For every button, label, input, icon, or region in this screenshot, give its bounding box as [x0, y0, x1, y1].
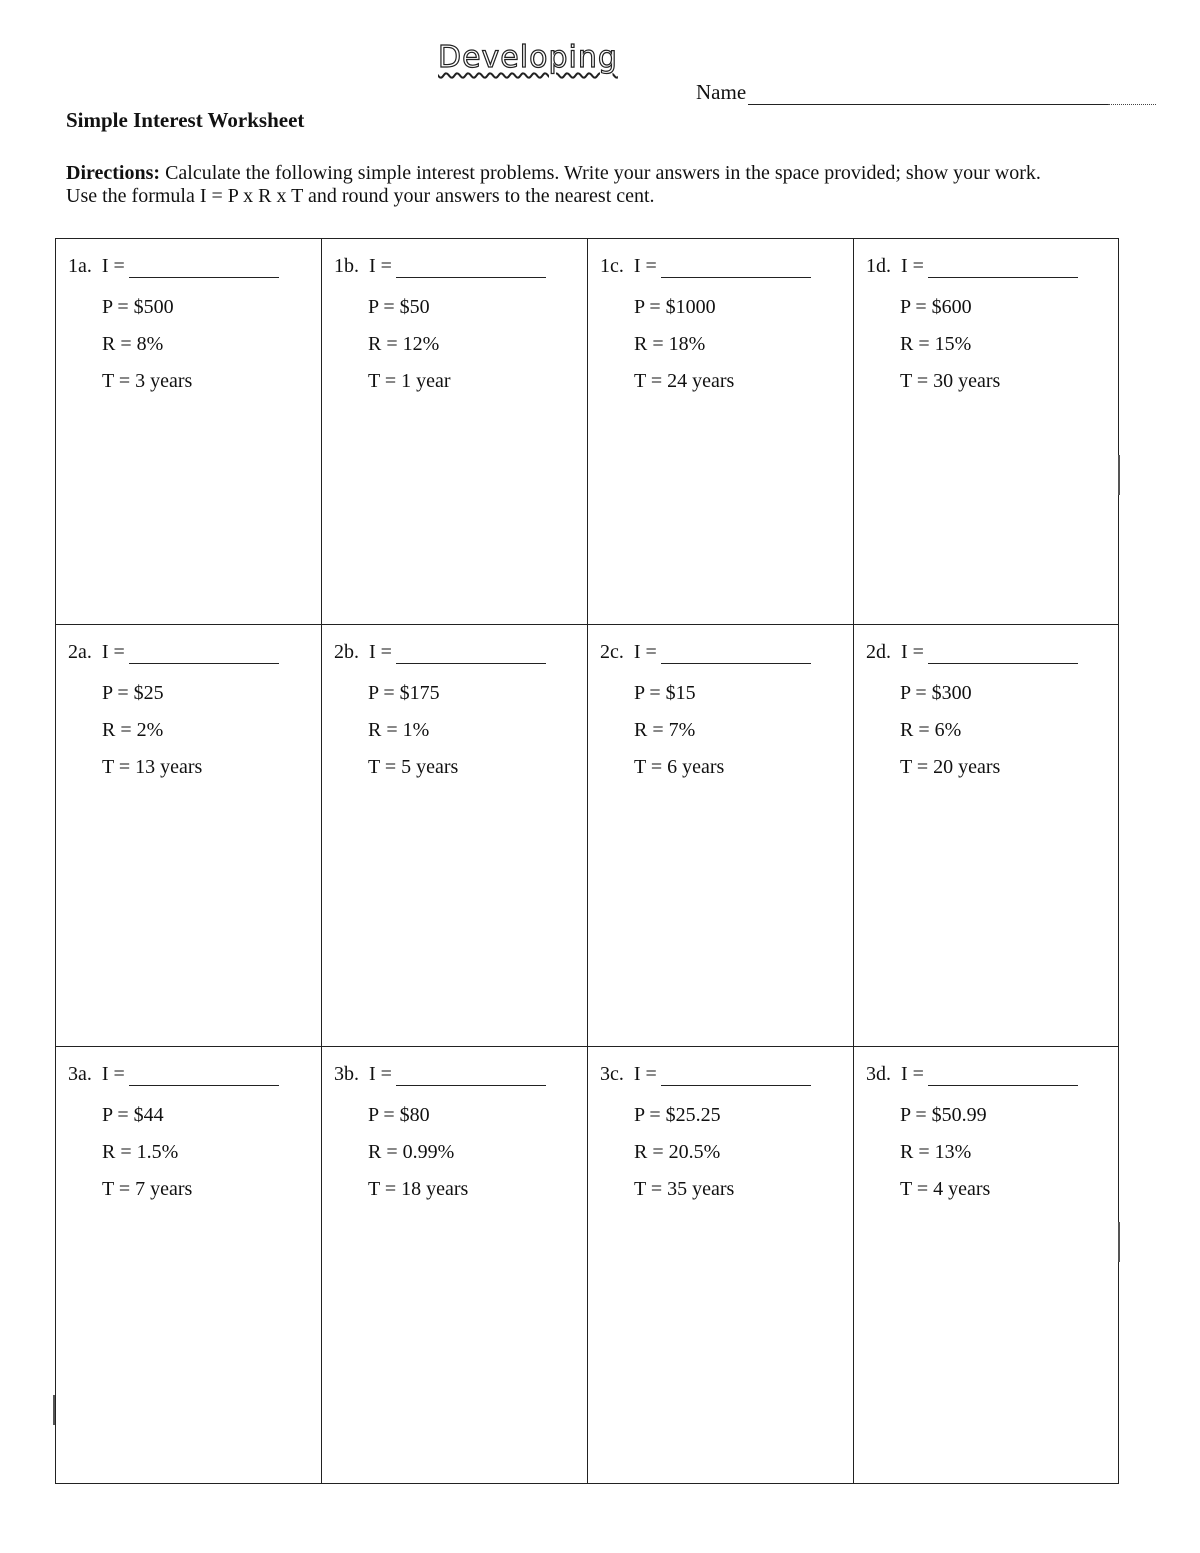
- problem-values: [634, 289, 734, 400]
- time-value: T = 20 years: [900, 756, 1001, 778]
- name-field-row: [696, 80, 1156, 105]
- interest-label: I =: [369, 641, 392, 663]
- time-value: T = 24 years: [634, 370, 735, 392]
- rate-value: R = 7%: [634, 719, 696, 741]
- rate-value: R = 1%: [368, 719, 430, 741]
- interest-label: I =: [901, 1063, 924, 1085]
- problem-header: [334, 1063, 546, 1086]
- interest-label: I =: [101, 255, 125, 277]
- principal-value: P = $25.25: [634, 1104, 721, 1126]
- problem-values: [368, 675, 458, 786]
- problem-values: [634, 1097, 734, 1208]
- principal-value: P = $300: [900, 682, 972, 704]
- time-value: T = 35 years: [634, 1178, 735, 1200]
- rate-value: R = 18%: [634, 333, 706, 355]
- problem-header: [68, 1063, 279, 1086]
- principal-value: P = $50: [368, 296, 430, 318]
- problem-grid: [55, 238, 1119, 1484]
- problem-number: 2c.: [600, 641, 624, 663]
- name-label: Name: [696, 80, 747, 104]
- directions: [66, 162, 1076, 208]
- problem-number: 3b.: [334, 1063, 359, 1085]
- answer-blank[interactable]: [129, 643, 279, 664]
- problem-values: [102, 675, 202, 786]
- principal-value: P = $600: [900, 296, 972, 318]
- principal-value: P = $50.99: [900, 1104, 987, 1126]
- problem-number: 1d.: [866, 255, 891, 277]
- principal-value: P = $500: [102, 296, 174, 318]
- principal-value: P = $15: [634, 682, 696, 704]
- problem-header: [600, 641, 811, 664]
- time-value: T = 13 years: [102, 756, 203, 778]
- problem-header: [68, 641, 279, 664]
- name-blank-line[interactable]: [748, 84, 1108, 105]
- interest-label: I =: [633, 255, 657, 277]
- level-handwritten-label: Developing: [438, 40, 618, 75]
- problem-header: [68, 255, 279, 278]
- time-value: T = 1 year: [368, 370, 451, 392]
- problem-number: 3d.: [866, 1063, 891, 1085]
- rate-value: R = 13%: [900, 1141, 972, 1163]
- interest-label: I =: [633, 641, 657, 663]
- answer-blank[interactable]: [661, 257, 811, 278]
- principal-value: P = $80: [368, 1104, 430, 1126]
- time-value: T = 30 years: [900, 370, 1001, 392]
- answer-blank[interactable]: [928, 1065, 1078, 1086]
- rate-value: R = 0.99%: [368, 1141, 455, 1163]
- problem-header: [600, 255, 811, 278]
- problem-number: 2b.: [334, 641, 359, 663]
- answer-blank[interactable]: [396, 1065, 546, 1086]
- problem-number: 3c.: [600, 1063, 624, 1085]
- problem-values: [368, 289, 451, 400]
- rate-value: R = 12%: [368, 333, 440, 355]
- scan-mark: [1118, 1222, 1120, 1262]
- rate-value: R = 1.5%: [102, 1141, 179, 1163]
- time-value: T = 5 years: [368, 756, 459, 778]
- answer-blank[interactable]: [129, 1065, 279, 1086]
- problem-cell: [588, 1047, 854, 1483]
- problem-header: [866, 255, 1078, 278]
- problem-cell: [322, 239, 588, 625]
- problem-header: [866, 1063, 1078, 1086]
- time-value: T = 6 years: [634, 756, 725, 778]
- problem-values: [900, 1097, 990, 1208]
- problem-cell: [854, 239, 1118, 625]
- answer-blank[interactable]: [661, 1065, 811, 1086]
- problem-number: 1c.: [600, 255, 624, 277]
- rate-value: R = 8%: [102, 333, 164, 355]
- problem-cell: [56, 625, 322, 1047]
- problem-cell: [56, 1047, 322, 1483]
- problem-cell: [854, 625, 1118, 1047]
- problem-number: 2d.: [866, 641, 891, 663]
- principal-value: P = $44: [102, 1104, 164, 1126]
- problem-number: 3a.: [68, 1063, 92, 1085]
- problem-cell: [854, 1047, 1118, 1483]
- answer-blank[interactable]: [396, 643, 546, 664]
- interest-label: I =: [633, 1063, 657, 1085]
- problem-values: [102, 289, 192, 400]
- name-line-dots: [1108, 84, 1156, 105]
- rate-value: R = 15%: [900, 333, 972, 355]
- problem-number: 2a.: [68, 641, 92, 663]
- problem-number: 1a.: [68, 255, 92, 277]
- rate-value: R = 6%: [900, 719, 962, 741]
- directions-label: Directions:: [66, 162, 161, 184]
- problem-header: [866, 641, 1078, 664]
- principal-value: P = $1000: [634, 296, 716, 318]
- rate-value: R = 2%: [102, 719, 164, 741]
- problem-cell: [588, 239, 854, 625]
- time-value: T = 18 years: [368, 1178, 469, 1200]
- scan-mark: [53, 1395, 55, 1425]
- answer-blank[interactable]: [396, 257, 546, 278]
- problem-header: [334, 255, 546, 278]
- problem-header: [334, 641, 546, 664]
- problem-cell: [56, 239, 322, 625]
- problem-header: [600, 1063, 811, 1086]
- time-value: T = 3 years: [102, 370, 193, 392]
- directions-text: Calculate the following simple interest problems. Write your answers in the space provided; show your work. Use the formula I = P x R x T and round your answers to the nearest cent.: [66, 162, 1041, 207]
- principal-value: P = $25: [102, 682, 164, 704]
- time-value: T = 4 years: [900, 1178, 991, 1200]
- problem-values: [102, 1097, 192, 1208]
- interest-label: I =: [901, 255, 924, 277]
- interest-label: I =: [901, 641, 924, 663]
- scan-mark: [1118, 455, 1120, 495]
- interest-label: I =: [369, 1063, 392, 1085]
- problem-values: [368, 1097, 468, 1208]
- interest-label: I =: [101, 641, 125, 663]
- problem-cell: [322, 1047, 588, 1483]
- principal-value: P = $175: [368, 682, 440, 704]
- answer-blank[interactable]: [129, 257, 279, 278]
- problem-values: [900, 675, 1000, 786]
- worksheet-title: Simple Interest Worksheet: [66, 108, 305, 132]
- problem-values: [634, 675, 724, 786]
- interest-label: I =: [369, 255, 392, 277]
- time-value: T = 7 years: [102, 1178, 193, 1200]
- answer-blank[interactable]: [928, 257, 1078, 278]
- problem-cell: [588, 625, 854, 1047]
- answer-blank[interactable]: [661, 643, 811, 664]
- problem-values: [900, 289, 1000, 400]
- answer-blank[interactable]: [928, 643, 1078, 664]
- interest-label: I =: [101, 1063, 125, 1085]
- problem-cell: [322, 625, 588, 1047]
- problem-number: 1b.: [334, 255, 359, 277]
- rate-value: R = 20.5%: [634, 1141, 721, 1163]
